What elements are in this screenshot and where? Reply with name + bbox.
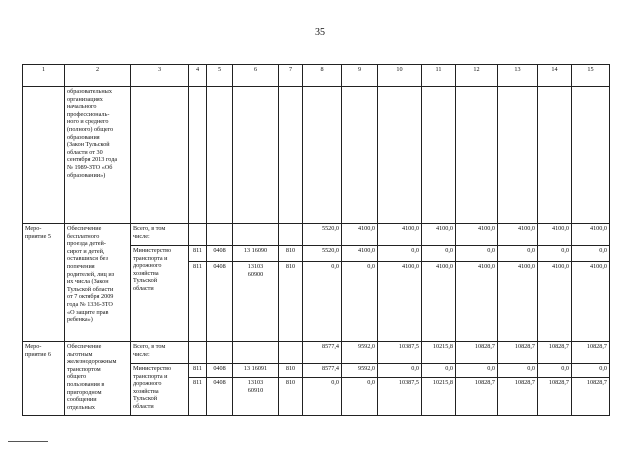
value-cell: 4100,0 — [456, 224, 498, 246]
code-cell: 810 — [279, 246, 303, 262]
value-cell: 4100,0 — [342, 246, 378, 262]
footnote-rule — [8, 441, 48, 442]
value-cell: 0,0 — [422, 246, 456, 262]
code-cell: 811 — [189, 246, 207, 262]
code-cell: 810 — [279, 262, 303, 342]
header-cell: 5 — [207, 65, 233, 87]
code-cell: 811 — [189, 364, 207, 378]
header-cell: 13 — [498, 65, 538, 87]
page-number: 35 — [315, 27, 325, 38]
header-cell: 7 — [279, 65, 303, 87]
value-cell: 0,0 — [538, 246, 572, 262]
value-cell: 10215,8 — [422, 378, 456, 416]
value-cell: 4100,0 — [378, 262, 422, 342]
measure-label: Меро- приятие 5 — [23, 224, 65, 342]
measure-description: Обеспечение льготным железнодорожным транспортом общего пользования в пригородном сообщении отдельных — [65, 342, 131, 416]
header-cell: 3 — [131, 65, 189, 87]
continued-description: образовательных организациях начального профессиональ- ного и среднего (полного) общего образования (Закон Тульской области от 30 сентября 2013 года № 1989-ЗТО «Об образовании») — [65, 87, 131, 224]
table-row — [23, 87, 610, 224]
header-cell: 9 — [342, 65, 378, 87]
value-cell: 10828,7 — [456, 342, 498, 364]
code-cell: 13103 60910 — [233, 378, 279, 416]
value-cell: 10828,7 — [498, 378, 538, 416]
value-cell: 4100,0 — [538, 262, 572, 342]
code-cell: 0408 — [207, 364, 233, 378]
budget-table — [22, 64, 610, 416]
value-cell: 4100,0 — [572, 262, 610, 342]
value-cell: 10387,5 — [378, 342, 422, 364]
value-cell: 10828,7 — [572, 342, 610, 364]
value-cell: 5520,0 — [303, 246, 342, 262]
value-cell: 5520,0 — [303, 224, 342, 246]
table-row — [23, 224, 610, 246]
value-cell: 4100,0 — [422, 262, 456, 342]
value-cell: 0,0 — [538, 364, 572, 378]
value-cell: 0,0 — [342, 378, 378, 416]
value-cell: 8577,4 — [303, 342, 342, 364]
header-cell: 1 — [23, 65, 65, 87]
code-cell: 810 — [279, 364, 303, 378]
value-cell: 4100,0 — [498, 224, 538, 246]
value-cell: 0,0 — [342, 262, 378, 342]
code-cell: 811 — [189, 262, 207, 342]
value-cell: 4100,0 — [498, 262, 538, 342]
value-cell: 0,0 — [498, 246, 538, 262]
funding-source: Всего, в том числе: — [131, 342, 189, 364]
value-cell: 0,0 — [456, 364, 498, 378]
value-cell: 8577,4 — [303, 364, 342, 378]
value-cell: 10828,7 — [538, 378, 572, 416]
value-cell: 0,0 — [572, 246, 610, 262]
value-cell: 4100,0 — [378, 224, 422, 246]
value-cell: 10828,7 — [572, 378, 610, 416]
value-cell: 0,0 — [303, 378, 342, 416]
responsible-agency: Министерство транспорта и дорожного хозяйства Тульской области — [131, 364, 189, 416]
value-cell: 4100,0 — [342, 224, 378, 246]
value-cell: 0,0 — [378, 246, 422, 262]
code-cell: 811 — [189, 378, 207, 416]
code-cell: 810 — [279, 378, 303, 416]
value-cell: 9592,0 — [342, 364, 378, 378]
header-row — [23, 65, 610, 87]
header-cell: 4 — [189, 65, 207, 87]
value-cell: 10828,7 — [456, 378, 498, 416]
value-cell: 0,0 — [303, 262, 342, 342]
code-cell: 0408 — [207, 378, 233, 416]
value-cell: 0,0 — [498, 364, 538, 378]
value-cell: 10387,5 — [378, 378, 422, 416]
value-cell: 10828,7 — [538, 342, 572, 364]
measure-description: Обеспечение бесплатного проезда детей- сирот и детей, оставшихся без попечения родителей, лиц из их числа (Закон Тульской области от 7 октября 2009 года № 1336-ЗТО «О защите прав ребенка») — [65, 224, 131, 342]
value-cell: 4100,0 — [456, 262, 498, 342]
header-cell: 14 — [538, 65, 572, 87]
value-cell: 10828,7 — [498, 342, 538, 364]
table-row — [23, 342, 610, 364]
header-cell: 11 — [422, 65, 456, 87]
value-cell: 0,0 — [456, 246, 498, 262]
code-cell: 13 16091 — [233, 364, 279, 378]
header-cell: 10 — [378, 65, 422, 87]
value-cell: 4100,0 — [572, 224, 610, 246]
value-cell: 4100,0 — [538, 224, 572, 246]
header-cell: 2 — [65, 65, 131, 87]
code-cell: 13 16090 — [233, 246, 279, 262]
header-cell: 6 — [233, 65, 279, 87]
responsible-agency: Министерство транспорта и дорожного хозяйства Тульской области — [131, 246, 189, 342]
code-cell: 0408 — [207, 246, 233, 262]
header-cell: 8 — [303, 65, 342, 87]
header-cell: 15 — [572, 65, 610, 87]
value-cell: 4100,0 — [422, 224, 456, 246]
value-cell: 0,0 — [378, 364, 422, 378]
value-cell: 10215,8 — [422, 342, 456, 364]
value-cell: 9592,0 — [342, 342, 378, 364]
value-cell: 0,0 — [422, 364, 456, 378]
funding-source: Всего, в том числе: — [131, 224, 189, 246]
header-cell: 12 — [456, 65, 498, 87]
code-cell: 0408 — [207, 262, 233, 342]
code-cell: 13103 60900 — [233, 262, 279, 342]
value-cell: 0,0 — [572, 364, 610, 378]
measure-label: Меро- приятие 6 — [23, 342, 65, 416]
